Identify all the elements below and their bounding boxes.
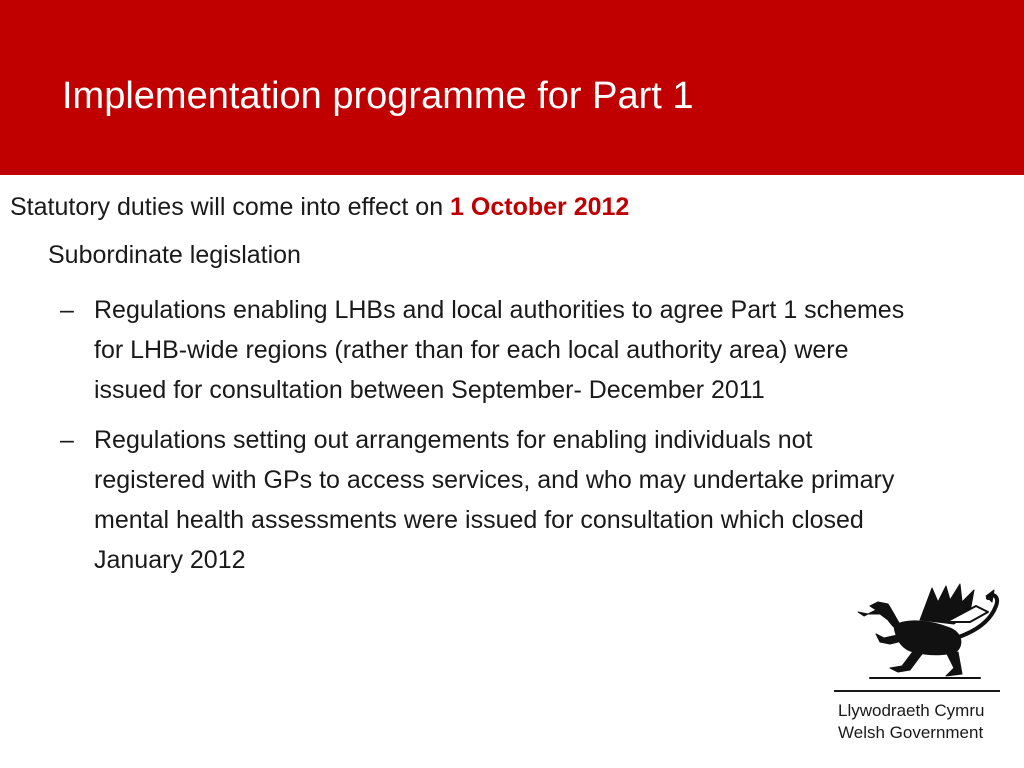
subheading: Subordinate legislation — [48, 241, 301, 269]
title-banner — [0, 0, 1024, 175]
lead-text: Statutory duties will come into effect on — [10, 193, 451, 221]
logo-welsh-name: Llywodraeth Cymru — [838, 701, 985, 720]
welsh-dragon-icon — [850, 582, 1002, 682]
bullet-text: Regulations enabling LHBs and local authorities to agree Part 1 schemes for LHB-wide regions (rather than for each local authority area) were issued for consultation between September- December 2011 — [94, 296, 905, 404]
bullet-dash: – — [60, 426, 74, 454]
welsh-government-logo — [832, 582, 1004, 752]
bullet-item — [60, 290, 910, 410]
lead-statement — [10, 190, 629, 224]
slide-title: Implementation programme for Part 1 — [62, 75, 694, 117]
logo-divider — [834, 690, 1000, 692]
bullet-list — [60, 290, 910, 590]
bullet-text: Regulations setting out arrangements for enabling individuals not registered with GPs to access services, and who may undertake primary mental health assessments were issued for consultation which closed January 2012 — [94, 426, 895, 574]
bullet-item — [60, 420, 910, 580]
effective-date: 1 October 2012 — [450, 193, 630, 221]
logo-english-name: Welsh Government — [838, 723, 984, 742]
bullet-dash: – — [60, 296, 74, 324]
